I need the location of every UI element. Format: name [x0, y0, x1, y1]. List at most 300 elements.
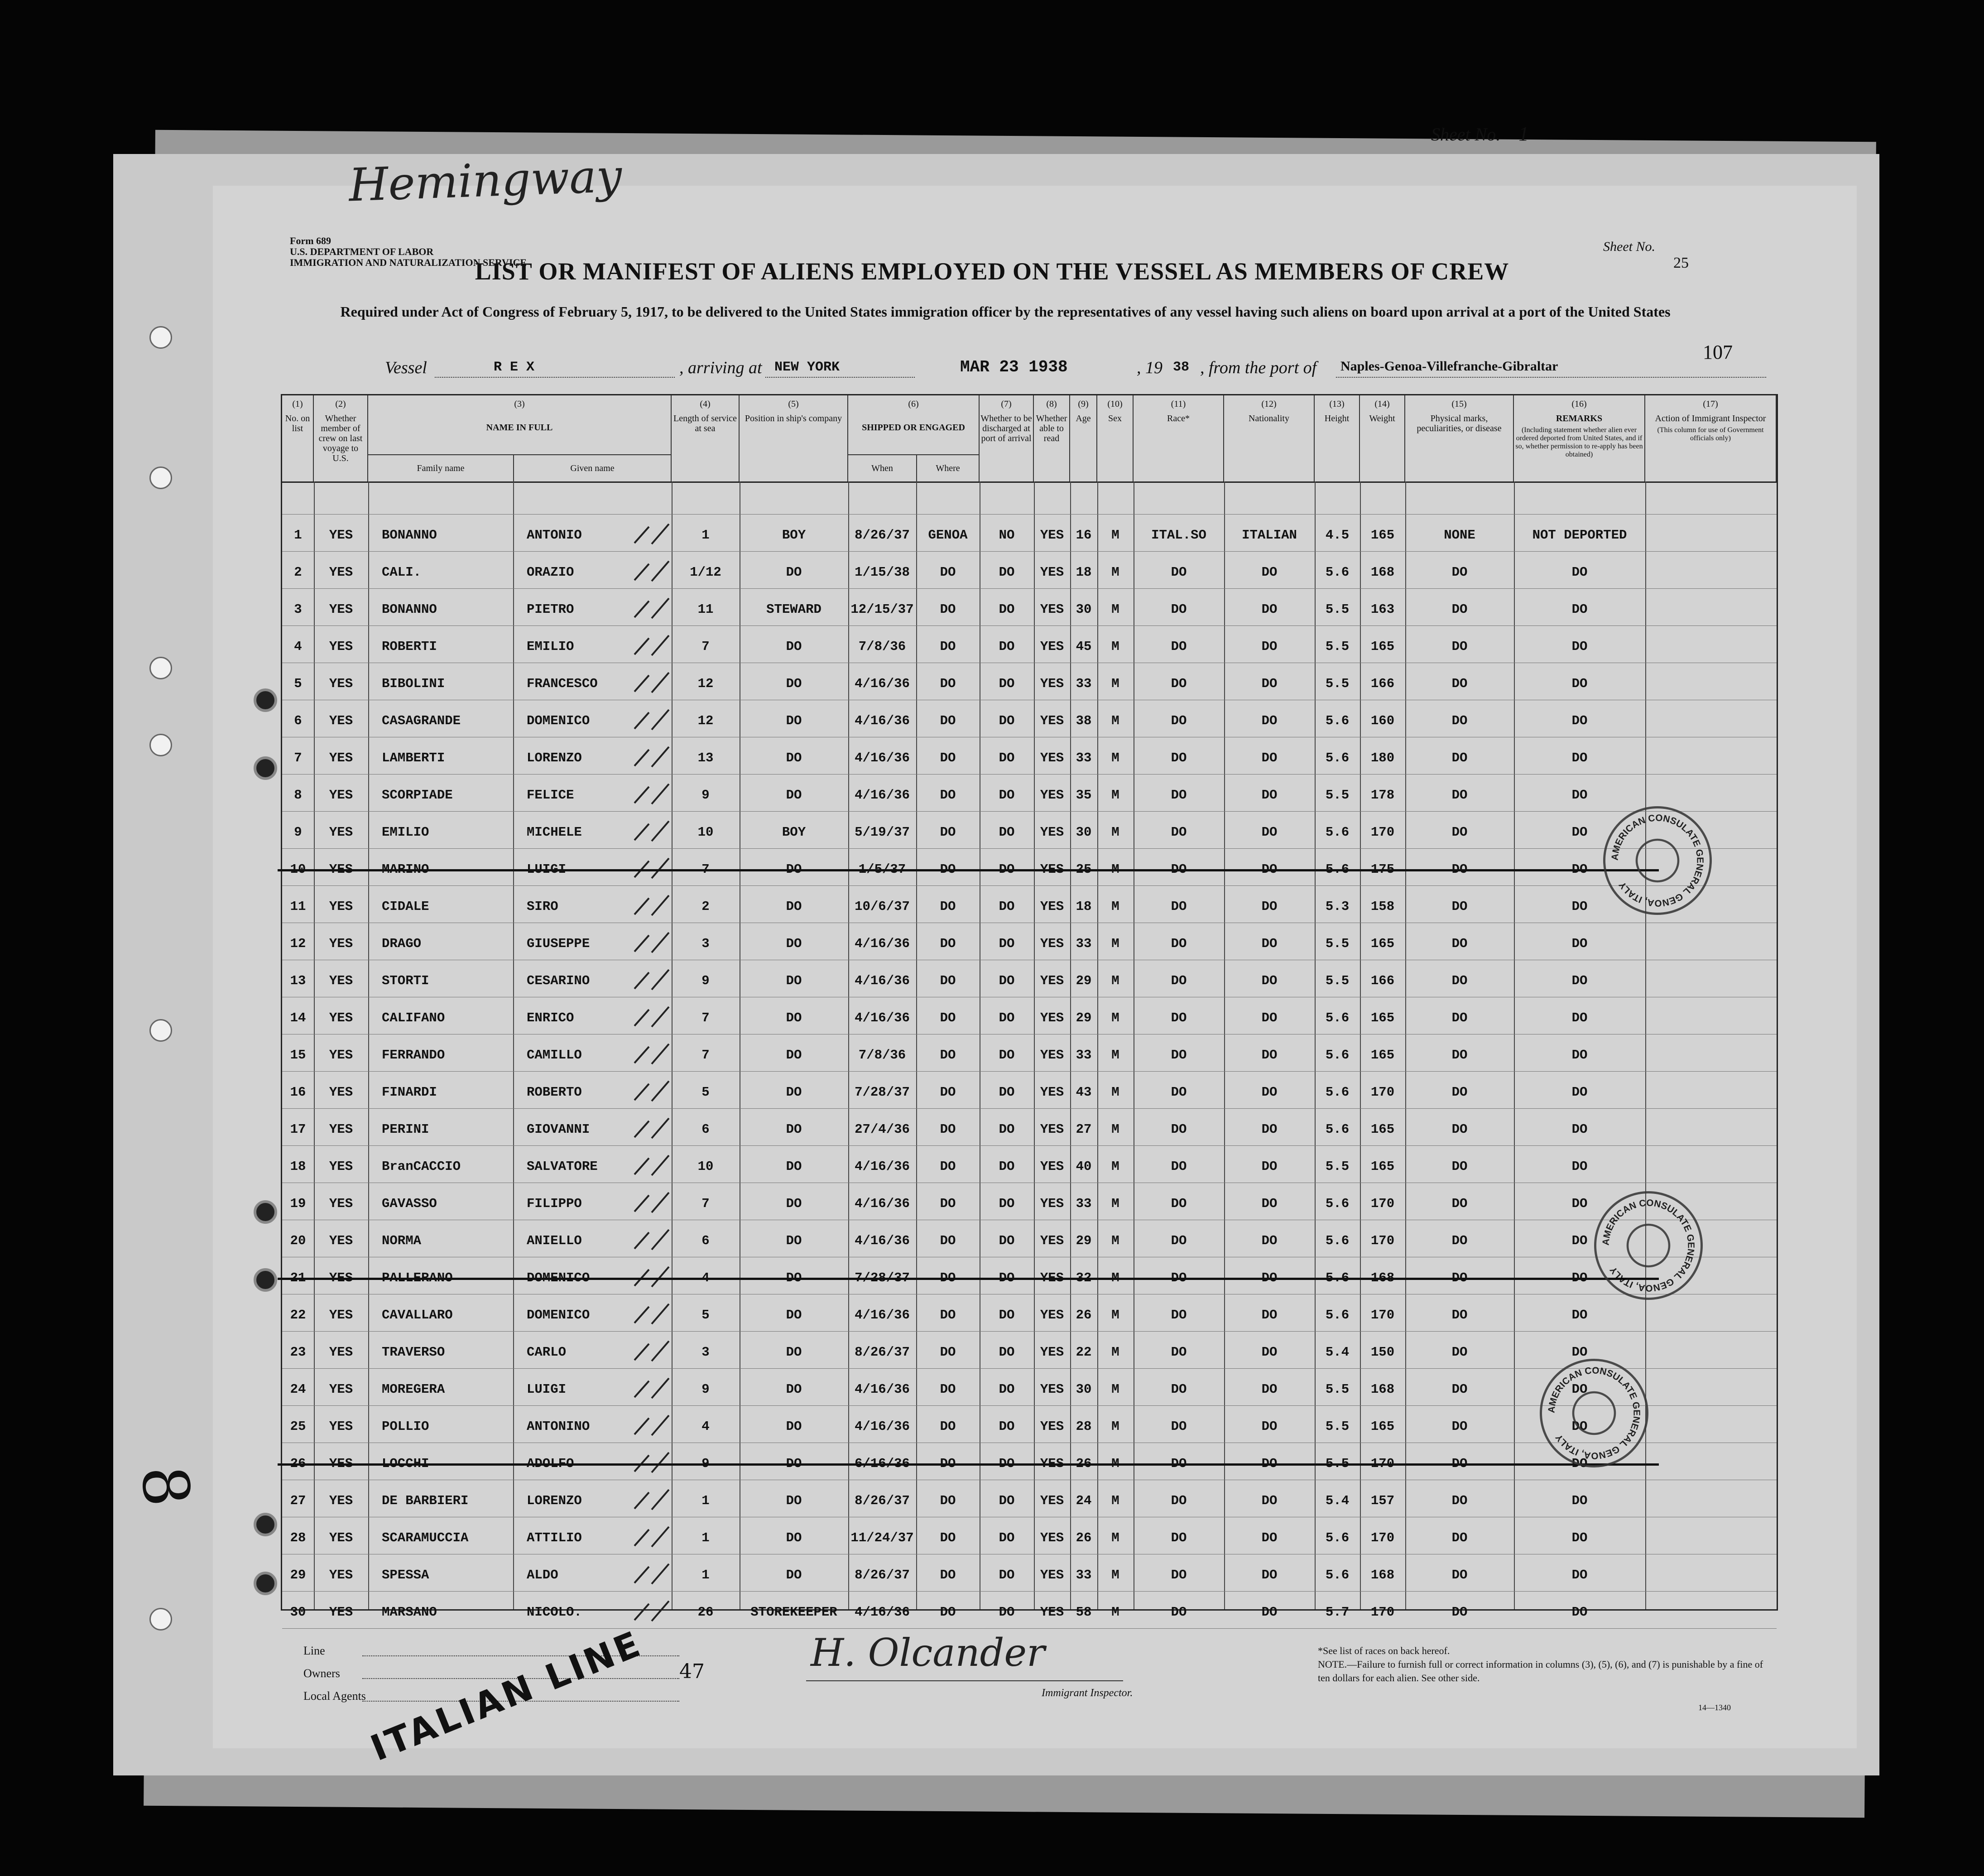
- cell-discharged: DO: [999, 1159, 1015, 1174]
- cell-race: DO: [1171, 1530, 1187, 1545]
- check-mark-icon: [631, 669, 672, 696]
- cell-position: DO: [786, 1159, 802, 1174]
- cell-sex: M: [1111, 788, 1119, 803]
- cell-given: GIUSEPPE: [527, 936, 590, 951]
- cell-height: 5.6: [1325, 1010, 1350, 1025]
- cell-service: 12: [697, 676, 714, 691]
- cell-position: DO: [786, 1308, 802, 1323]
- footer-notes: *See list of races on back hereof. NOTE.—Failure to furnish full or correct information in columns (3), (5), (6), and (7) is punishable by a fine of ten dollars for each alien. See other side.: [1318, 1645, 1763, 1684]
- cell-when: 4/16/36: [855, 1159, 910, 1174]
- cell-crew: YES: [329, 1270, 353, 1285]
- cell-age: 43: [1076, 1085, 1092, 1100]
- check-mark-icon: [631, 1152, 672, 1179]
- cell-service: 6: [701, 1233, 710, 1248]
- manifest-title: LIST OR MANIFEST OF ALIENS EMPLOYED ON THE VESSEL AS MEMBERS OF CREW: [475, 258, 1509, 285]
- column-sublabel: When: [871, 463, 893, 473]
- cell-height: 5.6: [1325, 1568, 1350, 1583]
- cell-no: 19: [290, 1196, 306, 1211]
- cell-no: 23: [290, 1345, 306, 1360]
- cell-family: CASAGRANDE: [382, 713, 461, 728]
- cell-height: 5.3: [1325, 899, 1350, 914]
- cell-service: 5: [701, 1308, 710, 1323]
- cell-when: 1/15/38: [855, 565, 910, 580]
- cell-race: DO: [1171, 1568, 1187, 1583]
- cell-position: DO: [786, 1530, 802, 1545]
- cell-no: 7: [294, 750, 302, 765]
- check-mark-icon: [631, 1115, 672, 1142]
- cell-family: BIBOLINI: [382, 676, 445, 691]
- arrival-port: NEW YORK: [774, 360, 840, 375]
- cell-read: YES: [1040, 973, 1064, 988]
- column-label: Whether member of crew on last voyage to U.S.: [318, 414, 363, 463]
- cell-where: DO: [940, 750, 956, 765]
- cell-weight: 165: [1370, 1048, 1395, 1063]
- cell-remarks: DO: [1571, 1159, 1588, 1174]
- cell-race: DO: [1171, 676, 1187, 691]
- cell-race: DO: [1171, 602, 1187, 617]
- table-row: [282, 1223, 1777, 1260]
- cell-where: GENOA: [928, 528, 968, 543]
- cell-where: DO: [940, 825, 956, 840]
- cell-no: 13: [290, 973, 306, 988]
- cell-race: DO: [1171, 788, 1187, 803]
- cell-weight: 158: [1370, 899, 1395, 914]
- cell-read: YES: [1040, 1493, 1064, 1508]
- check-mark-icon: [631, 1486, 672, 1513]
- cell-position: DO: [786, 1233, 802, 1248]
- cell-family: SCARAMUCCIA: [382, 1530, 469, 1545]
- cell-discharged: DO: [999, 1382, 1015, 1397]
- cell-family: DRAGO: [382, 936, 422, 951]
- cell-when: 7/28/37: [855, 1270, 910, 1285]
- cell-service: 6: [701, 1122, 710, 1137]
- cell-no: 22: [290, 1308, 306, 1323]
- table-row: [282, 1075, 1777, 1111]
- cell-nationality: DO: [1261, 602, 1278, 617]
- cell-service: 9: [701, 973, 710, 988]
- cell-height: 5.5: [1325, 936, 1350, 951]
- cell-weight: 170: [1370, 1605, 1395, 1620]
- cell-race: DO: [1171, 862, 1187, 877]
- column-header: [368, 395, 672, 481]
- cell-marks: DO: [1451, 602, 1468, 617]
- cell-crew: YES: [329, 1493, 353, 1508]
- cell-race: DO: [1171, 1605, 1187, 1620]
- cell-family: STORTI: [382, 973, 429, 988]
- manifest-subtitle: Required under Act of Congress of February 5, 1917, to be delivered to the United States immigration officer by the representatives of any vessel having such aliens on board upon arrival at a port of the United States: [340, 303, 1671, 320]
- check-mark-icon: [631, 818, 672, 845]
- row-rule: [282, 514, 1777, 515]
- cell-crew: YES: [329, 1159, 353, 1174]
- cell-where: DO: [940, 1568, 956, 1583]
- table-row: [282, 518, 1777, 554]
- cell-when: 4/16/36: [855, 788, 910, 803]
- column-sublabel: Family name: [417, 463, 465, 473]
- cell-sex: M: [1111, 899, 1119, 914]
- column-header: [282, 395, 314, 481]
- cell-age: 33: [1076, 936, 1092, 951]
- cell-read: YES: [1040, 788, 1064, 803]
- cell-crew: YES: [329, 1568, 353, 1583]
- cell-service: 11: [697, 602, 714, 617]
- cell-marks: DO: [1451, 1122, 1468, 1137]
- cell-no: 20: [290, 1233, 306, 1248]
- cell-weight: 168: [1370, 1568, 1395, 1583]
- cell-marks: DO: [1451, 1196, 1468, 1211]
- cell-age: 30: [1076, 1382, 1092, 1397]
- cell-marks: DO: [1451, 1568, 1468, 1583]
- cell-when: 8/26/37: [855, 1568, 910, 1583]
- cell-nationality: DO: [1261, 1419, 1278, 1434]
- cell-race: DO: [1171, 1048, 1187, 1063]
- cell-marks: DO: [1451, 1345, 1468, 1360]
- cell-read: YES: [1040, 528, 1064, 543]
- cell-when: 27/4/36: [855, 1122, 910, 1137]
- column-label: Length of service at sea: [673, 414, 737, 433]
- cell-family: TRAVERSO: [382, 1345, 445, 1360]
- cell-no: 15: [290, 1048, 306, 1063]
- cell-sex: M: [1111, 1493, 1119, 1508]
- cell-discharged: DO: [999, 936, 1015, 951]
- column-header: [1134, 395, 1224, 481]
- cell-read: YES: [1040, 565, 1064, 580]
- cell-when: 4/16/36: [855, 1196, 910, 1211]
- cell-position: DO: [786, 639, 802, 654]
- cell-remarks: DO: [1571, 1493, 1588, 1508]
- cell-weight: 163: [1370, 602, 1395, 617]
- cell-weight: 170: [1370, 1530, 1395, 1545]
- cell-position: DO: [786, 1568, 802, 1583]
- cell-where: DO: [940, 1048, 956, 1063]
- cell-height: 5.6: [1325, 1085, 1350, 1100]
- cell-family: BranCACCIO: [382, 1159, 461, 1174]
- sheet-number-value: 25: [1673, 255, 1689, 271]
- cell-position: DO: [786, 750, 802, 765]
- cell-crew: YES: [329, 1085, 353, 1100]
- cell-position: BOY: [782, 528, 806, 543]
- cell-no: 25: [290, 1419, 306, 1434]
- column-note: (Including statement whether alien ever ordered deported from United States, and if so, whether permission to re-apply has been obtained): [1515, 426, 1643, 458]
- cell-weight: 170: [1370, 1233, 1395, 1248]
- table-row: [282, 1112, 1777, 1148]
- cell-position: DO: [786, 1270, 802, 1285]
- cell-where: DO: [940, 1382, 956, 1397]
- table-row: [282, 1260, 1777, 1297]
- cell-family: CALIFANO: [382, 1010, 445, 1025]
- cell-given: ENRICO: [527, 1010, 574, 1025]
- cell-marks: DO: [1451, 639, 1468, 654]
- cell-height: 5.4: [1325, 1493, 1350, 1508]
- cell-weight: 170: [1370, 1308, 1395, 1323]
- cell-nationality: DO: [1261, 788, 1278, 803]
- cell-position: DO: [786, 1010, 802, 1025]
- cell-remarks: DO: [1571, 1382, 1588, 1397]
- cell-nationality: DO: [1261, 639, 1278, 654]
- cell-nationality: DO: [1261, 713, 1278, 728]
- cell-age: 33: [1076, 750, 1092, 765]
- cell-sex: M: [1111, 1456, 1119, 1471]
- cell-marks: NONE: [1444, 528, 1475, 543]
- cell-age: 29: [1076, 973, 1092, 988]
- cell-marks: DO: [1451, 899, 1468, 914]
- cell-remarks: DO: [1571, 788, 1588, 803]
- cell-position: DO: [786, 1419, 802, 1434]
- cell-race: DO: [1171, 1010, 1187, 1025]
- cell-nationality: DO: [1261, 1122, 1278, 1137]
- cell-discharged: DO: [999, 1048, 1015, 1063]
- cell-given: ORAZIO: [527, 565, 574, 580]
- cell-age: 28: [1076, 1419, 1092, 1434]
- cell-read: YES: [1040, 1233, 1064, 1248]
- cell-age: 40: [1076, 1159, 1092, 1174]
- cell-nationality: DO: [1261, 899, 1278, 914]
- cell-no: 18: [290, 1159, 306, 1174]
- table-row: [282, 1149, 1777, 1185]
- cell-where: DO: [940, 1419, 956, 1434]
- column-header: [1360, 395, 1405, 481]
- cell-remarks: DO: [1571, 1122, 1588, 1137]
- cell-nationality: DO: [1261, 1196, 1278, 1211]
- cell-discharged: DO: [999, 1270, 1015, 1285]
- cell-service: 7: [701, 862, 710, 877]
- cell-position: BOY: [782, 825, 806, 840]
- cell-remarks: DO: [1571, 1233, 1588, 1248]
- cell-nationality: DO: [1261, 1345, 1278, 1360]
- binder-pin: [254, 1513, 277, 1536]
- cell-age: 33: [1076, 1196, 1092, 1211]
- cell-discharged: NO: [999, 528, 1015, 543]
- check-mark-icon: [631, 1449, 672, 1476]
- check-mark-icon: [631, 1300, 672, 1328]
- check-mark-icon: [631, 1263, 672, 1290]
- cell-where: DO: [940, 1456, 956, 1471]
- cell-family: MARINO: [382, 862, 429, 877]
- cell-sex: M: [1111, 936, 1119, 951]
- cell-service: 1/12: [690, 565, 721, 580]
- cell-age: 25: [1076, 862, 1092, 877]
- cell-height: 5.6: [1325, 1530, 1350, 1545]
- cell-read: YES: [1040, 1382, 1064, 1397]
- cell-crew: YES: [329, 1605, 353, 1620]
- punch-hole: [149, 326, 172, 349]
- cell-nationality: DO: [1261, 1382, 1278, 1397]
- cell-weight: 168: [1370, 1270, 1395, 1285]
- cell-no: 12: [290, 936, 306, 951]
- cell-where: DO: [940, 1122, 956, 1137]
- cell-race: DO: [1171, 1308, 1187, 1323]
- svg-text:AMERICAN CONSULATE GENERAL GEN: AMERICAN CONSULATE GENERAL GENOA, ITALY: [1600, 1198, 1696, 1294]
- handwritten-heading: Hemingway: [348, 149, 623, 212]
- cell-service: 9: [701, 1382, 710, 1397]
- cell-height: 5.6: [1325, 565, 1350, 580]
- binder-pin: [254, 1268, 277, 1292]
- cell-height: 5.6: [1325, 750, 1350, 765]
- cell-marks: DO: [1451, 565, 1468, 580]
- punch-hole: [149, 1019, 172, 1042]
- cell-family: BONANNO: [382, 528, 437, 543]
- cell-where: DO: [940, 1530, 956, 1545]
- cell-crew: YES: [329, 788, 353, 803]
- cell-weight: 160: [1370, 713, 1395, 728]
- check-mark-icon: [631, 558, 672, 585]
- cell-discharged: DO: [999, 1419, 1015, 1434]
- cell-weight: 165: [1370, 528, 1395, 543]
- print-code: 14—1340: [1698, 1703, 1731, 1712]
- column-label: Height: [1324, 414, 1350, 423]
- cell-when: 4/16/36: [855, 1382, 910, 1397]
- cell-position: DO: [786, 936, 802, 951]
- column-number: (9): [1078, 399, 1089, 409]
- owners-label: Owners: [303, 1667, 340, 1680]
- cell-given: PIETRO: [527, 602, 574, 617]
- check-mark-icon: [631, 743, 672, 770]
- binder-pin: [254, 1572, 277, 1595]
- column-label: Physical marks, peculiarities, or disease: [1417, 414, 1502, 433]
- cell-remarks: DO: [1571, 862, 1588, 877]
- inspector-label: Immigrant Inspector.: [1042, 1687, 1133, 1699]
- cell-read: YES: [1040, 713, 1064, 728]
- cell-service: 3: [701, 936, 710, 951]
- cell-read: YES: [1040, 1345, 1064, 1360]
- cell-where: DO: [940, 602, 956, 617]
- cell-given: ADOLFO: [527, 1456, 574, 1471]
- cell-height: 5.5: [1325, 602, 1350, 617]
- cell-where: DO: [940, 862, 956, 877]
- binder-pin: [254, 688, 277, 712]
- cell-age: 38: [1076, 713, 1092, 728]
- cell-weight: 170: [1370, 825, 1395, 840]
- column-number: (14): [1374, 399, 1390, 409]
- cell-position: DO: [786, 1085, 802, 1100]
- cell-service: 1: [701, 1493, 710, 1508]
- cell-nationality: DO: [1261, 936, 1278, 951]
- column-number: (4): [700, 399, 711, 409]
- cell-nationality: DO: [1261, 1456, 1278, 1471]
- cell-marks: DO: [1451, 750, 1468, 765]
- cell-weight: 168: [1370, 1382, 1395, 1397]
- cell-given: LUIGI: [527, 862, 567, 877]
- cell-crew: YES: [329, 602, 353, 617]
- cell-sex: M: [1111, 713, 1119, 728]
- cell-discharged: DO: [999, 1010, 1015, 1025]
- cell-where: DO: [940, 1345, 956, 1360]
- column-sublabel: Given name: [570, 463, 615, 473]
- cell-marks: DO: [1451, 862, 1468, 877]
- check-mark-icon: [631, 855, 672, 882]
- cell-remarks: NOT DEPORTED: [1532, 528, 1627, 543]
- cell-nationality: ITALIAN: [1242, 528, 1297, 543]
- cell-discharged: DO: [999, 1568, 1015, 1583]
- check-mark-icon: [631, 780, 672, 808]
- cell-discharged: DO: [999, 788, 1015, 803]
- binder-pin: [254, 1200, 277, 1224]
- cell-discharged: DO: [999, 750, 1015, 765]
- cell-when: 8/26/37: [855, 1493, 910, 1508]
- cell-read: YES: [1040, 602, 1064, 617]
- cell-nationality: DO: [1261, 750, 1278, 765]
- table-row: [282, 1001, 1777, 1037]
- cell-where: DO: [940, 1010, 956, 1025]
- cell-height: 5.6: [1325, 1048, 1350, 1063]
- cell-age: 32: [1076, 1270, 1092, 1285]
- cell-given: ATTILIO: [527, 1530, 582, 1545]
- punch-hole: [149, 734, 172, 756]
- cell-race: DO: [1171, 713, 1187, 728]
- cell-height: 5.5: [1325, 639, 1350, 654]
- cell-no: 28: [290, 1530, 306, 1545]
- check-mark-icon: [631, 1003, 672, 1030]
- cell-service: 13: [697, 750, 714, 765]
- cell-when: 1/5/37: [858, 862, 906, 877]
- cell-marks: DO: [1451, 788, 1468, 803]
- cell-sex: M: [1111, 676, 1119, 691]
- cell-when: 8/26/37: [855, 528, 910, 543]
- cell-service: 1: [701, 1530, 710, 1545]
- table-row: [282, 889, 1777, 925]
- cell-nationality: DO: [1261, 825, 1278, 840]
- column-number: (13): [1329, 399, 1345, 409]
- cell-nationality: DO: [1261, 1493, 1278, 1508]
- cell-race: DO: [1171, 639, 1187, 654]
- cell-height: 4.5: [1325, 528, 1350, 543]
- column-label: Nationality: [1249, 414, 1289, 423]
- cell-read: YES: [1040, 1605, 1064, 1620]
- cell-position: DO: [786, 1382, 802, 1397]
- cell-height: 5.7: [1325, 1605, 1350, 1620]
- cell-height: 5.5: [1325, 1382, 1350, 1397]
- cell-remarks: DO: [1571, 1345, 1588, 1360]
- cell-crew: YES: [329, 1530, 353, 1545]
- cell-family: FERRANDO: [382, 1048, 445, 1063]
- cell-given: FRANCESCO: [527, 676, 598, 691]
- cell-age: 26: [1076, 1456, 1092, 1471]
- cell-sex: M: [1111, 862, 1119, 877]
- page-number: 107: [1703, 341, 1733, 363]
- cell-family: ROBERTI: [382, 639, 437, 654]
- cell-sex: M: [1111, 1530, 1119, 1545]
- cell-where: DO: [940, 1233, 956, 1248]
- check-mark-icon: [631, 1077, 672, 1105]
- cell-marks: DO: [1451, 713, 1468, 728]
- column-header: [740, 395, 848, 481]
- cell-discharged: DO: [999, 1530, 1015, 1545]
- sheet-number-label: Sheet No.: [1603, 239, 1655, 254]
- handwritten-note: 47: [679, 1660, 705, 1683]
- cell-given: LUIGI: [527, 1382, 567, 1397]
- cell-where: DO: [940, 899, 956, 914]
- cell-read: YES: [1040, 1456, 1064, 1471]
- cell-height: 5.6: [1325, 1122, 1350, 1137]
- cell-sex: M: [1111, 1308, 1119, 1323]
- cell-service: 12: [697, 713, 714, 728]
- cell-when: 4/16/36: [855, 973, 910, 988]
- cell-read: YES: [1040, 862, 1064, 877]
- cell-height: 5.5: [1325, 1159, 1350, 1174]
- vessel-line: Vessel R E X , arriving at NEW YORK MAR 23 1938 , 19 38 , from the port of Naples-Genoa-Villefranche-Gibraltar: [385, 358, 1780, 380]
- check-mark-icon: [631, 706, 672, 733]
- cell-weight: 165: [1370, 1419, 1395, 1434]
- cell-weight: 168: [1370, 565, 1395, 580]
- cell-when: 7/28/37: [855, 1085, 910, 1100]
- column-note: (This column for use of Government officials only): [1657, 426, 1764, 442]
- cell-when: 4/16/36: [855, 713, 910, 728]
- cell-crew: YES: [329, 750, 353, 765]
- cell-nationality: DO: [1261, 1568, 1278, 1583]
- cell-service: 7: [701, 639, 710, 654]
- column-header: [1097, 395, 1134, 481]
- cell-marks: DO: [1451, 1010, 1468, 1025]
- cell-given: DOMENICO: [527, 1308, 590, 1323]
